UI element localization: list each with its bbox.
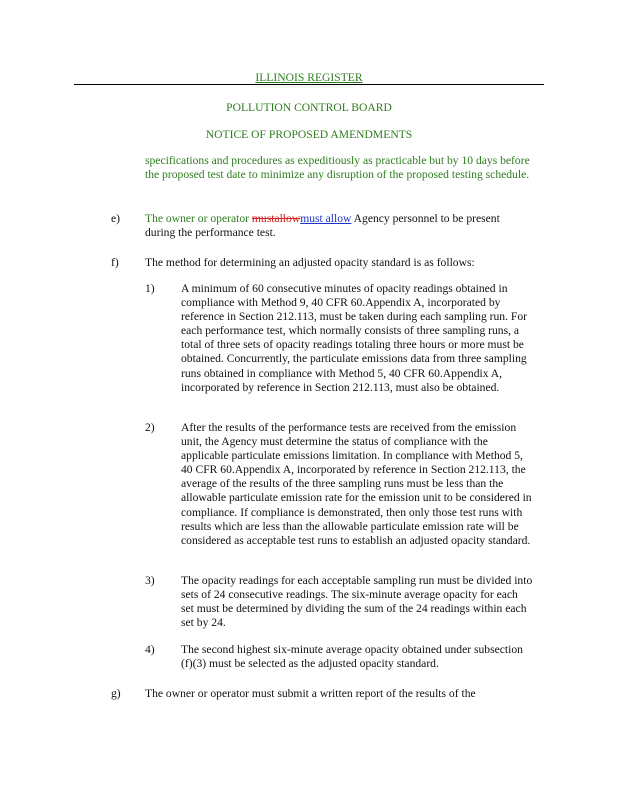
- item-g-paragraph: The owner or operator must submit a written report of the results of the: [145, 687, 476, 700]
- item-f-marker: f): [111, 256, 119, 269]
- item-f-paragraph: The method for determining an adjusted opacity standard is as follows:: [145, 256, 475, 269]
- item-g-marker: g): [111, 687, 121, 700]
- notice-title: NOTICE OF PROPOSED AMENDMENTS: [205, 128, 413, 141]
- register-title: ILLINOIS REGISTER: [255, 71, 363, 84]
- sub-item-paragraph: After the results of the performance tests are received from the emission unit, the Agency must determine the status of compliance with the applicable particulate emissions limitation. In compliance with Method 5, 40 CFR 60.Appendix A, incorporated by reference in Section 212.113, the average of the results of the three sampling runs must be less than the allowable particulate emission rate for the emission unit to be considered in compliance. If compliance is demonstrated, then only those test runs with results which are less than the allowable particulate emission rate will be considered as acceptable test runs to establish an adjusted opacity standard.: [181, 421, 532, 547]
- item-e-marker: e): [111, 212, 121, 225]
- item-e-paragraph: [145, 212, 530, 240]
- inserted-text: must allow: [300, 212, 352, 225]
- sub-item-paragraph: The second highest six-minute average opacity obtained under subsection (f)(3) must be selected as the adjusted opacity standard.: [181, 643, 523, 671]
- sub-item-paragraph: A minimum of 60 consecutive minutes of opacity readings obtained in compliance with Method 9, 40 CFR 60.Appendix A, incorporated by reference in Section 212.113, must be taken during each sampling run. For each performance test, which normally consists of three sampling runs, a total of three sets of opacity readings totaling three hours or more must be obtained. Concurrently, the particulate emissions data from three sampling runs obtained in compliance with Method 5, 40 CFR 60.Appendix A, incorporated by reference in Section 212.113, must also be obtained.: [181, 282, 528, 394]
- sub-item-marker: 3): [145, 574, 155, 587]
- deleted-text: mustallow: [251, 212, 301, 225]
- board-title: POLLUTION CONTROL BOARD: [226, 101, 392, 114]
- continuation-paragraph: specifications and procedures as expeditiously as practicable but by 10 days before the proposed test date to minimize any disruption of the proposed testing schedule.: [145, 154, 530, 182]
- item-e-after: Agency personnel to be present during the performance test.: [145, 212, 500, 240]
- item-e-before: The owner or operator: [145, 212, 252, 225]
- sub-item-marker: 2): [145, 421, 155, 434]
- sub-item-paragraph: The opacity readings for each acceptable sampling run must be divided into sets of 24 consecutive readings. The six-minute average opacity for each set must be determined by dividing the sum of the 24 readings within each set by 24.: [181, 574, 533, 630]
- sub-item-marker: 1): [145, 282, 155, 295]
- header-rule: [74, 84, 544, 85]
- sub-item-marker: 4): [145, 643, 155, 656]
